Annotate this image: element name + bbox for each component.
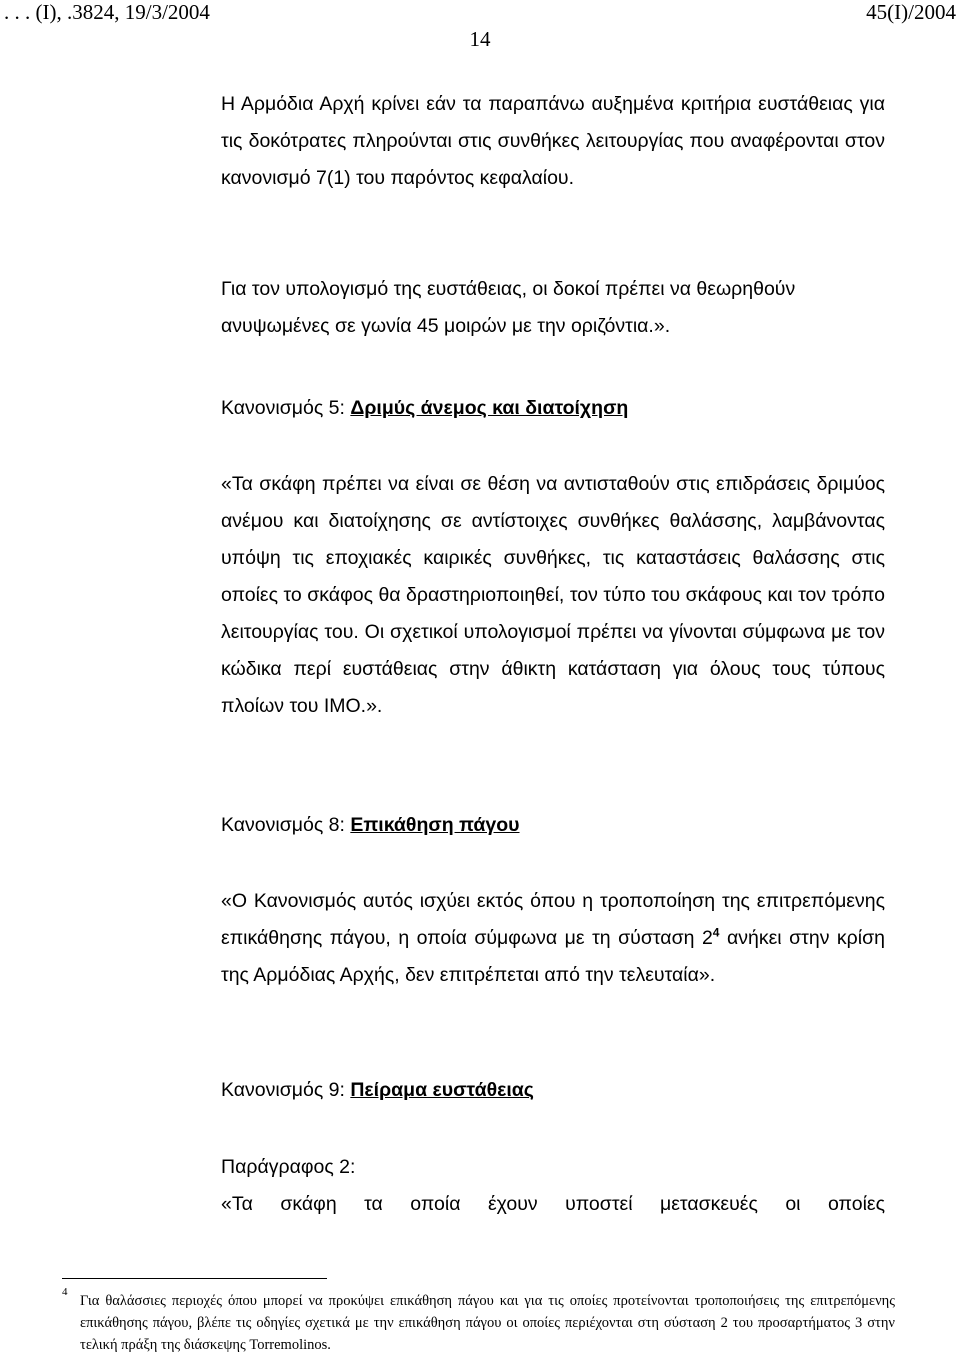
gazette-reference: . . . (Ι), .3824, 19/3/2004 — [4, 0, 210, 24]
law-number: 45(I)/2004 — [866, 0, 956, 24]
ice-accretion-text-end: ανήκει στην κρίση της Αρμόδιας Αρχής, δεν επιτρέπεται από την τελευταία». — [221, 927, 885, 986]
regulation-8-prefix: Κανονισμός 8: — [221, 814, 351, 836]
paragraph-2-label: Παράγραφος 2: — [221, 1156, 356, 1178]
regulation-5-prefix: Κανονισμός 5: — [221, 397, 351, 419]
footnote-reference: 4 — [712, 925, 720, 940]
regulation-8-title: Επικάθηση πάγου — [350, 814, 520, 836]
paragraph-ice-accretion — [221, 883, 885, 994]
regulation-9-heading — [221, 1072, 534, 1109]
paragraph-stability-criteria: Η Αρμόδια Αρχή κρίνει εάν τα παραπάνω αυξημένα κριτήρια ευστάθειας για τις δοκότρατες πληρούνται στις συνθήκες λειτουργίας που αναφέρονται στον κανονισμό 7(1) του παρόντος κεφαλαίου. — [221, 93, 885, 189]
page-header — [0, 0, 960, 30]
footnote-mark: 4 — [62, 1286, 68, 1298]
paragraph-stability-calculation: Για τον υπολογισμό της ευστάθειας, οι δοκοί πρέπει να θεωρηθούν ανυψωμένες σε γωνία 45 μοιρών με την οριζόντια.». — [221, 278, 796, 337]
regulation-8-heading — [221, 807, 520, 844]
regulation-9-title: Πείραμα ευστάθειας — [350, 1079, 534, 1101]
regulation-9-prefix: Κανονισμός 9: — [221, 1079, 351, 1101]
ice-accretion-text-start: «Ο Κανονισμός αυτός ισχύει εκτός όπου η τροποποίηση της επιτρεπόμενης επικάθησης πάγου, η οποία σύμφωνα με τη σύσταση 2 — [221, 890, 885, 949]
regulation-5-title: Δριμύς άνεμος και διατοίχηση — [350, 397, 629, 419]
page-number: 14 — [469, 27, 491, 51]
footnote-text: Για θαλάσσιες περιοχές όπου μπορεί να προκύψει επικάθηση πάγου και για τις οποίες προτείνονται τροποποιήσεις της επιτρεπόμενης επικάθησης πάγου, βλέπε τις οδηγίες σχετικά με την επικάθηση πάγου οι οποίες περιέχονται στη σύσταση 2 του προσαρτήματος 3 στην τελική πράξη της διάσκεψης Torremolinos. — [80, 1293, 895, 1353]
paragraph-modified-vessels: «Τα σκάφη τα οποία έχουν υποστεί μετασκευές οι οποίες — [221, 1193, 885, 1215]
paragraph-severe-wind: «Τα σκάφη πρέπει να είναι σε θέση να αντισταθούν στις επιδράσεις δριμύος ανέμου και διατοίχησης σε αντίστοιχες συνθήκες θαλάσσης, λαμβάνοντας υπόψη τις εποχιακές καιρικές συνθήκες, τις καταστάσεις θαλάσσης στις οποίες το σκάφος θα δραστηριοποιηθεί, τον τύπο του σκάφους και τον τρόπο λειτουργίας του. Οι σχετικοί υπολογισμοί πρέπει να γίνονται σύμφωνα με τον κώδικα περί ευστάθειας στην άθικτη κατάσταση για όλους τους τύπους πλοίων του IMO.». — [221, 473, 885, 717]
regulation-5-heading — [221, 390, 628, 427]
footnote-separator — [62, 1278, 327, 1279]
